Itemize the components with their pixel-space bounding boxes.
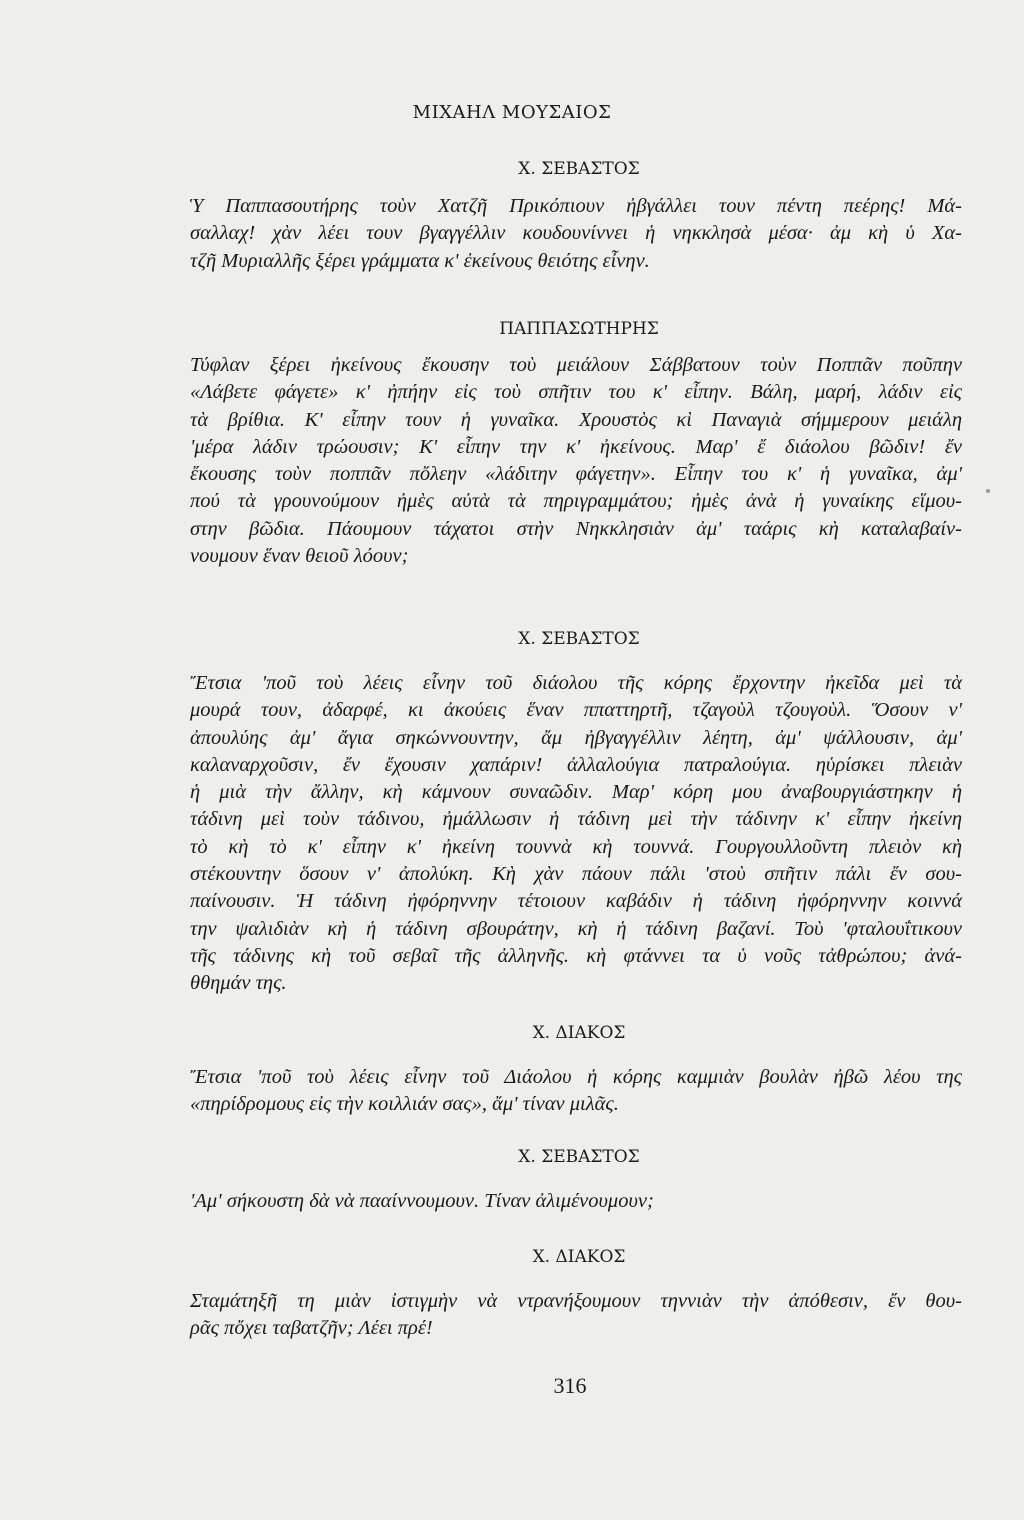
text-line: τάδινη μεὶ τοὺν τάδινου, ἠμάλλωσιν ἡ τάδινη μεὶ τὴν τάδινην κ' εἶπην ἠκείνη <box>190 808 962 831</box>
text-line: παίνουσιν. Ἡ τάδινη ἠφόρηννην τέτοιουν καβάδιν ἡ τάδινη ἠφόρηννην κοιννά <box>190 890 962 913</box>
text-line: μουρά τουν, ἀδαρφέ, κι ἀκούεις ἕναν ππαττηρτῆ, τζαγοὺλ τζουγοὺλ. Ὅσουν ν' <box>190 699 962 722</box>
speech-block <box>190 1288 962 1343</box>
speaker-heading: Χ. ΣΕΒΑΣΤΟΣ <box>518 629 640 649</box>
text-line: ἔκουσης τοὺν ποππᾶν πὄλεην «λάδιτην φάγετην». Εἶπην του κ' ἡ γυναῖκα, ἀμ' <box>190 463 962 486</box>
speaker-heading: Χ. ΣΕΒΑΣΤΟΣ <box>518 1147 640 1167</box>
text-line: τζῆ Μυριαλλῆς ξέρει γράμματα κ' ἐκείνους θειότης εἶνην. <box>190 249 650 272</box>
speech-block <box>190 352 962 570</box>
page-number: 316 <box>553 1373 587 1398</box>
text-line: θθημάν της. <box>190 972 287 995</box>
text-line: ἀπουλύης ἀμ' ἄγια σηκώννουντην, ἄμ ἠβγαγγέλλιν λέητη, ἀμ' ψάλλουσιν, ἀμ' <box>190 726 962 749</box>
text-line: «πηρίδρομους εἰς τὴν κοιλλιάν σας», ἄμ' τίναν μιλᾶς. <box>190 1093 619 1116</box>
speech-block <box>190 193 962 275</box>
text-line: «Λάβετε φάγετε» κ' ἠπήην εἰς τοὺ σπῆτιν του κ' εἶπην. Βάλη, μαρή, λάδιν εἰς <box>190 381 962 404</box>
text-line: 'Αμ' σήκουστη δὰ νὰ πααίννουμουν. Τίναν ἀλιμένουμουν; <box>190 1190 654 1212</box>
text-line: νουμουν ἕναν θειοῦ λόουν; <box>190 545 409 568</box>
text-line: στην βῶδια. Πάουμουν τάχατοι στὴν Νηκκλησιὰν ἀμ' ταάρις κὴ καταλαβαίν- <box>190 517 962 540</box>
text-line: Τύφλαν ξέρει ἠκείνους ἔκουσην τοὺ μειάλουν Σάββατουν τοὺν Ποππᾶν ποῦπην <box>190 354 962 376</box>
text-line: 'μέρα λάδιν τρώουσιν; Κ' εἶπην την κ' ἠκείνους. Μαρ' ἔ διάολου βῶδιν! ἔν <box>190 435 962 458</box>
text-line: Ἔτσια 'ποῦ τοὺ λέεις εἶνην τοῦ διάολου τῆς κόρης ἔρχοντην ἠκεῖδα μεὶ τὰ <box>190 672 962 694</box>
speech-block <box>190 1188 962 1215</box>
speaker-heading: Χ. ΔΙΑΚΟΣ <box>532 1023 626 1043</box>
text-line: Σταμάτηξῆ τη μιὰν ἰστιγμὴν νὰ ντρανήξουμουν τηννιὰν τὴν ἀπόθεσιν, ἔν θου- <box>190 1290 962 1312</box>
text-line: ρᾶς πὄχει ταβατζῆν; Λέει πρέ! <box>190 1317 433 1340</box>
text-line: σαλλαχ! χὰν λέει τουν βγαγγέλλιν κουδουνίννει ἡ νηκκλησὰ μέσα· ἀμ κὴ ὑ Χα- <box>190 222 962 245</box>
text-line: τῆς τάδινης κὴ τοῦ σεβαῖ τῆς ἀλληνῆς. κὴ φτάννει τα ὑ νοῦς τἀθρώπου; ἀνά- <box>190 944 962 967</box>
speaker-heading: ΠΑΠΠΑΣΩΤΗΡΗΣ <box>499 319 659 339</box>
text-line: Ὑ Παππασουτήρης τοὺν Χατζῆ Πρικόπιουν ἠβγάλλει τουν πέντη πεέρης! Μά- <box>190 195 962 217</box>
text-line: καλαναρχοῦσιν, ἔν ἔχουσιν χαπάριν! ἀλλαλούγια πατραλούγια. ηὑρίσκει πλειὰν <box>190 753 962 776</box>
text-line: πού τὰ γρουνούμουν ἠμὲς αὐτὰ τὰ πηριγραμμάτου; ἠμὲς ἀνὰ ἡ γυναίκης εἵμου- <box>190 490 962 513</box>
text-line: την ψαλιδιὰν κὴ ἡ τάδινη σβουράτην, κὴ ἡ τάδινη βαζανί. Τοὺ 'φταλουΐτικουν <box>190 917 962 940</box>
speech-block <box>190 670 962 998</box>
text-line: ἡ μιὰ τὴν ἄλλην, κὴ κάμνουν συναῶδιν. Μαρ' κόρη μου ἀναβουργιάστηκην ἡ <box>190 781 962 804</box>
text-line: τὸ κὴ τὸ κ' εἶπην κ' ἠκείνη τουννὰ κὴ τουννά. Γουργουλλοῦντη πλειὸν κὴ <box>190 835 962 858</box>
text-line: Ἔτσια 'ποῦ τοὺ λέεις εἶνην τοῦ Διάολου ἡ κόρης καμμιὰν βουλὰν ἠβῶ λέου της <box>190 1066 962 1088</box>
running-head: ΜΙΧΑΗΛ ΜΟΥΣΑΙΟΣ <box>412 102 612 123</box>
margin-speck <box>986 489 990 493</box>
speaker-heading: Χ. ΣΕΒΑΣΤΟΣ <box>518 159 640 179</box>
speaker-heading: Χ. ΔΙΑΚΟΣ <box>532 1247 626 1267</box>
text-line: τὰ βρίθια. Κ' εἶπην τουν ἡ γυναῖκα. Χρουστὸς κὶ Παναγιὰ σήμμερουν μειάλη <box>190 408 962 431</box>
text-line: στέκουντην ὅσουν ν' ἀπολύκη. Κὴ χὰν πάουν πάλι 'στοὺ σπῆτιν πάλι ἔν σου- <box>190 863 962 886</box>
speech-block <box>190 1064 962 1119</box>
